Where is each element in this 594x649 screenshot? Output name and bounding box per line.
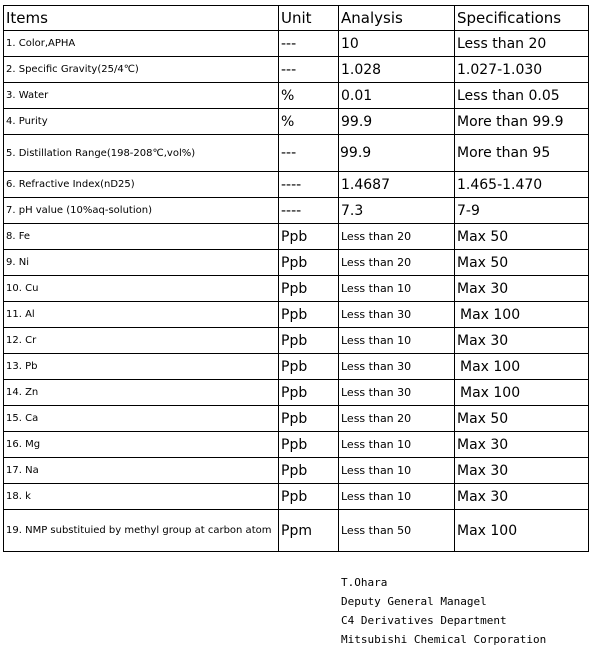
table-row	[4, 57, 589, 83]
table-row	[4, 109, 589, 135]
spec-cell: Max 30	[455, 458, 589, 484]
unit-cell: ----	[279, 198, 339, 224]
unit-cell: Ppb	[279, 302, 339, 328]
analysis-cell: Less than 30	[339, 302, 455, 328]
table-row	[4, 31, 589, 57]
header-unit: Unit	[279, 6, 339, 31]
signatory-company: Mitsubishi Chemical Corporation	[341, 633, 547, 646]
item-cell: 1. Color,APHA	[4, 31, 279, 57]
analysis-cell: 10	[339, 31, 455, 57]
table-header-row	[4, 6, 589, 31]
analysis-value: 99.9	[339, 136, 372, 170]
table-row	[4, 328, 589, 354]
table-row	[4, 198, 589, 224]
signatory-department: C4 Derivatives Department	[341, 614, 507, 627]
analysis-cell: 99.9	[339, 109, 455, 135]
item-cell: 17. Na	[4, 458, 279, 484]
unit-cell: Ppb	[279, 458, 339, 484]
spec-cell: Max 30	[455, 276, 589, 302]
header-specifications: Specifications	[455, 6, 589, 31]
table-row	[4, 354, 589, 380]
item-cell: 7. pH value (10%aq-solution)	[4, 198, 279, 224]
analysis-cell: Less than 30	[339, 380, 455, 406]
table-row	[4, 224, 589, 250]
unit-cell: ----	[279, 172, 339, 198]
unit-cell: ---	[279, 135, 339, 172]
item-cell: 3. Water	[4, 83, 279, 109]
table-row	[4, 83, 589, 109]
item-cell: 14. Zn	[4, 380, 279, 406]
unit-cell: Ppb	[279, 224, 339, 250]
item-cell: 15. Ca	[4, 406, 279, 432]
signatory-title: Deputy General Managel	[341, 595, 487, 608]
unit-cell: Ppb	[279, 354, 339, 380]
unit-cell: Ppb	[279, 380, 339, 406]
unit-cell: Ppb	[279, 484, 339, 510]
table-row	[4, 406, 589, 432]
spec-cell: Max 100	[455, 302, 589, 328]
table-row	[4, 250, 589, 276]
signatory-name: T.Ohara	[341, 576, 388, 589]
spec-cell: Max 100	[455, 380, 589, 406]
item-cell: 5. Distillation Range(198-208℃,vol%)	[4, 135, 279, 172]
spec-cell: Max 30	[455, 484, 589, 510]
analysis-cell: Less than 50	[339, 510, 455, 552]
unit-cell: %	[279, 83, 339, 109]
spec-cell: 1.465-1.470	[455, 172, 589, 198]
item-cell: 19. NMP substituied by methyl group at carbon atom	[4, 510, 279, 552]
item-cell: 13. Pb	[4, 354, 279, 380]
spec-cell: Max 30	[455, 432, 589, 458]
item-cell: 16. Mg	[4, 432, 279, 458]
item-cell: 18. k	[4, 484, 279, 510]
item-cell: 10. Cu	[4, 276, 279, 302]
analysis-cell: Less than 10	[339, 484, 455, 510]
table-row	[4, 510, 589, 552]
spec-cell: 1.027-1.030	[455, 57, 589, 83]
item-cell: 8. Fe	[4, 224, 279, 250]
unit-cell: ---	[279, 57, 339, 83]
table-row	[4, 276, 589, 302]
spec-cell: Max 30	[455, 328, 589, 354]
analysis-cell: Less than 10	[339, 458, 455, 484]
spec-cell: Max 50	[455, 406, 589, 432]
analysis-cell: 1.028	[339, 57, 455, 83]
header-analysis: Analysis	[339, 6, 455, 31]
item-cell: 12. Cr	[4, 328, 279, 354]
signature-block	[341, 573, 546, 649]
spec-cell: 7-9	[455, 198, 589, 224]
analysis-cell: Less than 10	[339, 432, 455, 458]
table-row	[4, 432, 589, 458]
spec-cell: Less than 20	[455, 31, 589, 57]
table-row	[4, 302, 589, 328]
item-cell: 11. Al	[4, 302, 279, 328]
item-cell: 2. Specific Gravity(25/4℃)	[4, 57, 279, 83]
analysis-cell: Less than 20	[339, 224, 455, 250]
unit-cell: Ppb	[279, 432, 339, 458]
analysis-cell: 7.3	[339, 198, 455, 224]
analysis-cell: 0.01	[339, 83, 455, 109]
analysis-cell	[339, 135, 455, 172]
specification-table	[3, 5, 589, 552]
unit-cell: Ppb	[279, 276, 339, 302]
spec-cell: Max 50	[455, 224, 589, 250]
analysis-cell: Less than 20	[339, 406, 455, 432]
analysis-cell: Less than 10	[339, 276, 455, 302]
analysis-cell: Less than 30	[339, 354, 455, 380]
table-row	[4, 380, 589, 406]
table-row	[4, 172, 589, 198]
unit-cell: Ppb	[279, 328, 339, 354]
spec-cell: More than 99.9	[455, 109, 589, 135]
table-row	[4, 458, 589, 484]
header-items: Items	[4, 6, 279, 31]
unit-cell: ---	[279, 31, 339, 57]
item-cell: 4. Purity	[4, 109, 279, 135]
spec-cell: Less than 0.05	[455, 83, 589, 109]
analysis-cell: 1.4687	[339, 172, 455, 198]
unit-cell: Ppm	[279, 510, 339, 552]
spec-cell: Max 100	[455, 354, 589, 380]
table-row	[4, 135, 589, 172]
spec-cell: Max 50	[455, 250, 589, 276]
analysis-cell: Less than 20	[339, 250, 455, 276]
unit-cell: Ppb	[279, 406, 339, 432]
spec-cell: Max 100	[455, 510, 589, 552]
spec-cell: More than 95	[455, 135, 589, 172]
item-cell: 6. Refractive Index(nD25)	[4, 172, 279, 198]
analysis-cell: Less than 10	[339, 328, 455, 354]
unit-cell: %	[279, 109, 339, 135]
unit-cell: Ppb	[279, 250, 339, 276]
table-row	[4, 484, 589, 510]
item-cell: 9. Ni	[4, 250, 279, 276]
